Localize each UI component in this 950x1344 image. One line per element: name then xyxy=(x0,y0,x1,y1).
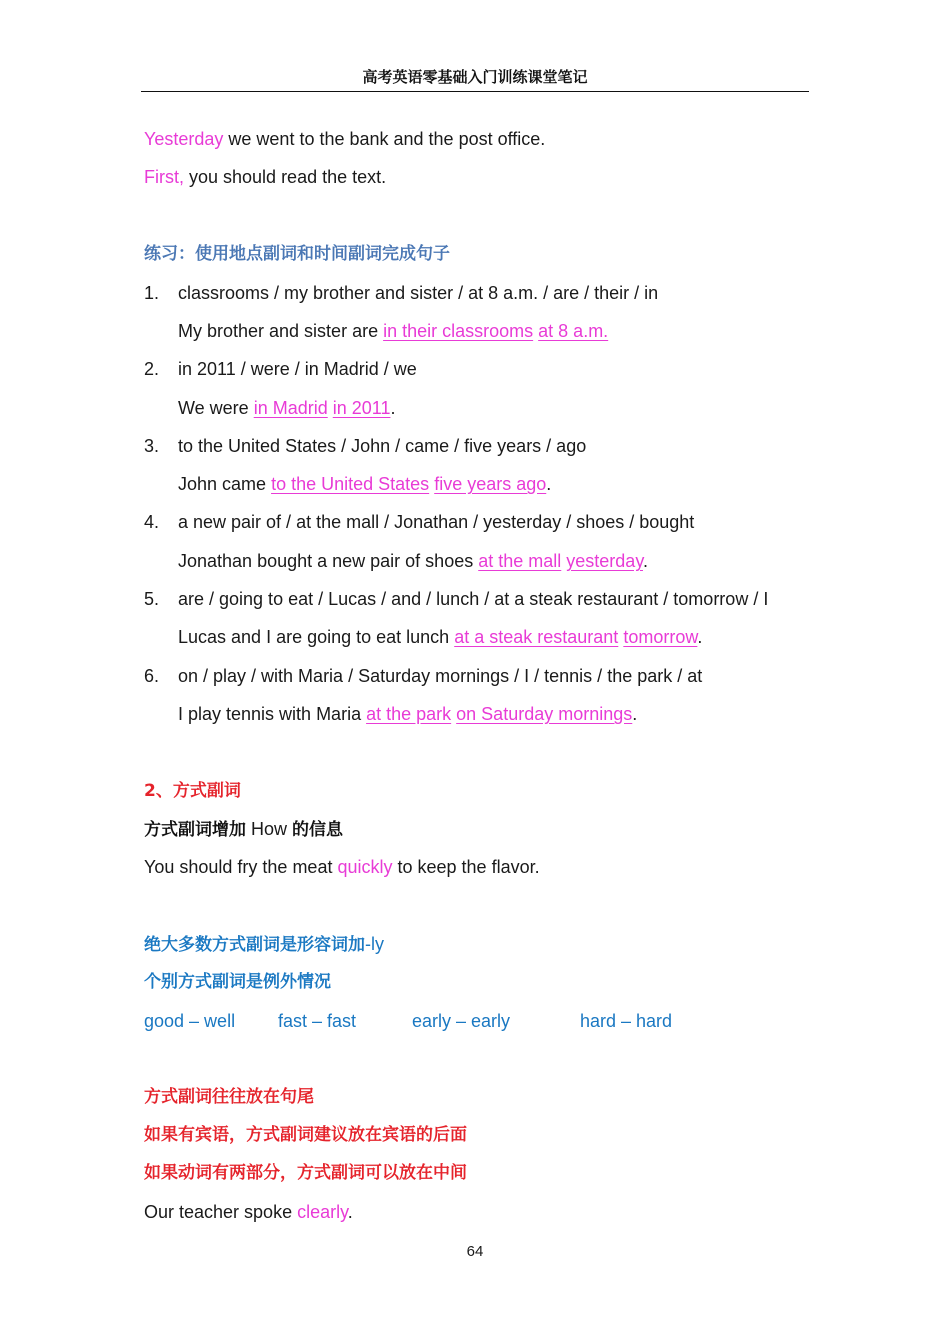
item-number: 3. xyxy=(144,436,160,456)
exception-pair: fast – fast xyxy=(278,1011,357,1031)
position-rule-3: 如果动词有两部分，方式副词可以放在中间 xyxy=(144,1163,467,1183)
answer-post: . xyxy=(697,627,703,647)
answer-pre: Jonathan bought a new pair of shoes xyxy=(178,551,479,571)
answer-place: at a steak restaurant xyxy=(454,627,619,647)
example-post: . xyxy=(347,1202,353,1222)
item-number: 2. xyxy=(144,359,160,379)
final-example xyxy=(144,1200,353,1224)
example-adverb: First, xyxy=(144,167,184,187)
item-answer xyxy=(178,625,702,649)
rule-ly-en: -ly xyxy=(365,934,384,954)
item-prompt: are / going to eat / Lucas / and / lunch / at a steak restaurant / tomorrow / I xyxy=(178,589,769,609)
answer-post: . xyxy=(390,398,396,418)
answer-time: in 2011 xyxy=(332,398,391,418)
item-answer xyxy=(178,319,608,343)
item-number: 4. xyxy=(144,512,160,532)
answer-place: at the park xyxy=(366,704,452,724)
exercise-heading: 练习：使用地点副词和时间副词完成句子 xyxy=(144,244,450,264)
answer-time: yesterday xyxy=(566,551,643,571)
item-answer xyxy=(178,472,551,496)
answer-place: in their classrooms xyxy=(383,321,534,341)
manner-heading: 2、方式副词 xyxy=(144,781,241,801)
header-rule xyxy=(141,91,809,92)
exception-pair: early – early xyxy=(412,1011,511,1031)
answer-pre: My brother and sister are xyxy=(178,321,384,341)
subheading-en: How xyxy=(246,819,293,839)
example-pre: You should fry the meat xyxy=(144,857,338,877)
example-text: we went to the bank and the post office. xyxy=(223,129,546,149)
item-answer xyxy=(178,549,648,573)
item-number: 6. xyxy=(144,666,160,686)
example-pre: Our teacher spoke xyxy=(144,1202,298,1222)
example-first xyxy=(144,165,386,189)
item-prompt: a new pair of / at the mall / Jonathan / yesterday / shoes / bought xyxy=(178,512,695,532)
answer-place: in Madrid xyxy=(253,398,328,418)
answer-place: at the mall xyxy=(478,551,562,571)
answer-post: . xyxy=(632,704,638,724)
subheading-cn: 方式副词增加 xyxy=(144,820,246,840)
answer-time: at 8 a.m. xyxy=(538,321,609,341)
answer-place: to the United States xyxy=(271,474,430,494)
example-adverb: Yesterday xyxy=(144,129,224,149)
item-number: 5. xyxy=(144,589,160,609)
answer-pre: I play tennis with Maria xyxy=(178,704,367,724)
page-header-title: 高考英语零基础入门训练课堂笔记 xyxy=(362,68,588,86)
exception-pair: good – well xyxy=(144,1011,236,1031)
answer-time: five years ago xyxy=(434,474,547,494)
item-answer xyxy=(178,396,395,420)
example-post: to keep the flavor. xyxy=(392,857,540,877)
manner-subheading xyxy=(144,817,343,842)
rule-ly-cn: 绝大多数方式副词是形容词加 xyxy=(144,935,365,955)
example-adverb: quickly xyxy=(337,857,393,877)
page-number: 64 xyxy=(466,1243,484,1260)
example-yesterday xyxy=(144,127,545,151)
manner-example xyxy=(144,855,540,879)
answer-post: . xyxy=(546,474,552,494)
item-answer xyxy=(178,702,637,726)
item-prompt: in 2011 / were / in Madrid / we xyxy=(178,359,417,379)
answer-pre: John came xyxy=(178,474,272,494)
exception-pair: hard – hard xyxy=(580,1011,673,1031)
rule-exceptions: 个别方式副词是例外情况 xyxy=(144,972,331,992)
example-text: you should read the text. xyxy=(184,167,387,187)
rule-ly xyxy=(144,932,384,957)
answer-post: . xyxy=(642,551,648,571)
position-rule-1: 方式副词往往放在句尾 xyxy=(144,1087,314,1107)
item-prompt: to the United States / John / came / five years / ago xyxy=(178,436,587,456)
answer-time: on Saturday mornings xyxy=(456,704,633,724)
answer-pre: We were xyxy=(178,398,254,418)
answer-time: tomorrow xyxy=(623,627,698,647)
answer-pre: Lucas and I are going to eat lunch xyxy=(178,627,455,647)
example-adverb: clearly xyxy=(297,1202,348,1222)
position-rule-2: 如果有宾语，方式副词建议放在宾语的后面 xyxy=(144,1125,467,1145)
subheading-cn2: 的信息 xyxy=(292,820,344,840)
item-number: 1. xyxy=(144,283,160,303)
item-prompt: on / play / with Maria / Saturday mornings / I / tennis / the park / at xyxy=(178,666,703,686)
item-prompt: classrooms / my brother and sister / at 8 a.m. / are / their / in xyxy=(178,283,659,303)
